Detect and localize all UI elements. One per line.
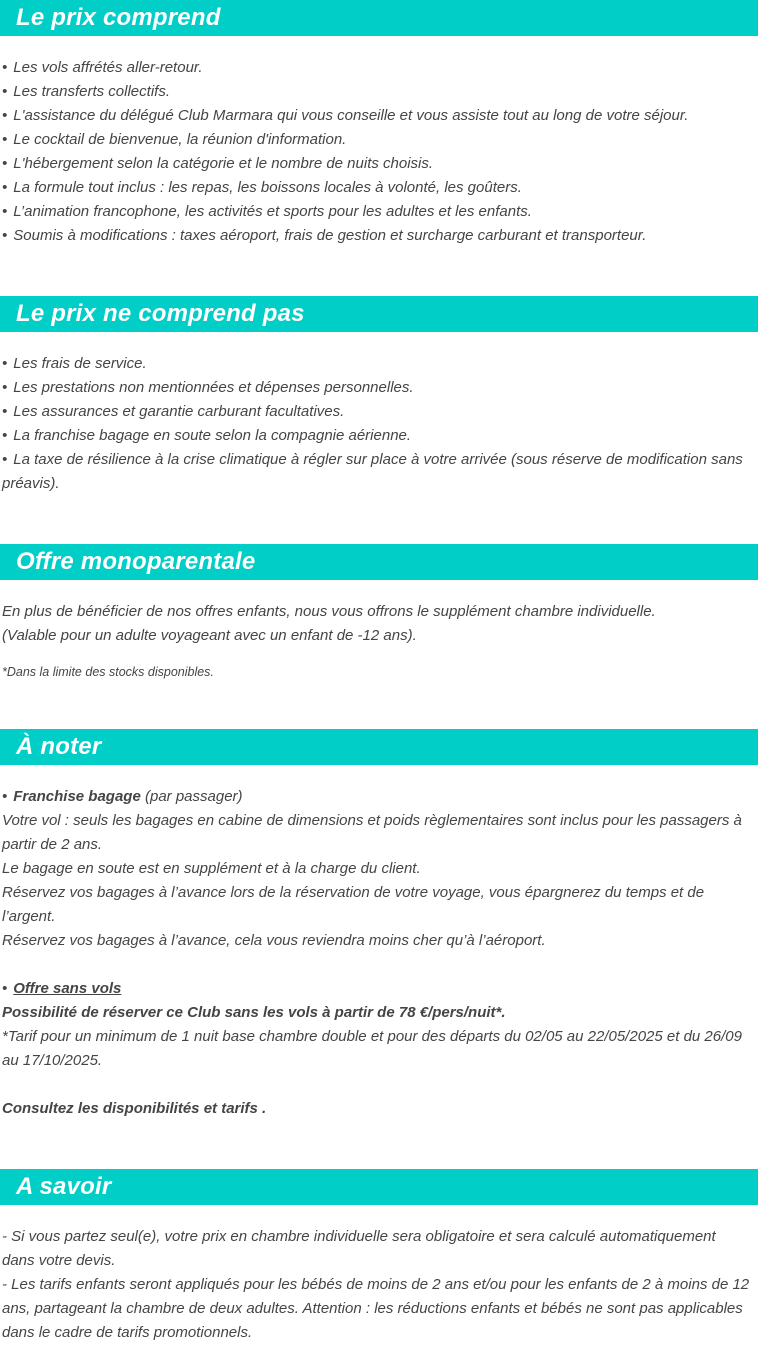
bullet-icon: • bbox=[2, 980, 8, 997]
baggage-line: Réservez vos bagages à l’avance lors de la réservation de votre voyage, vous épargnerez du temps et de l’argent. bbox=[2, 884, 705, 925]
no-flights-conditions-line: *Tarif pour un minimum de 1 nuit base chambre double et pour des départs du 02/05 au 22/05/2025 et du 26/09 au 17/10/2025. bbox=[2, 1028, 742, 1069]
list-item bbox=[2, 352, 752, 376]
bullet-icon: • bbox=[2, 59, 8, 76]
offer-line: En plus de bénéficier de nos offres enfants, nous vous offrons le supplément chambre individuelle. bbox=[2, 603, 656, 620]
bullet-icon: • bbox=[2, 83, 8, 100]
list-item-text: La franchise bagage en soute selon la compagnie aérienne. bbox=[13, 427, 412, 444]
offer-line: (Valable pour un adulte voyageant avec un enfant de -12 ans). bbox=[2, 627, 417, 644]
to-know-paragraph: - Si vous partez seul(e), votre prix en chambre individuelle sera obligatoire et sera calculé automatiquement dans votre devis. bbox=[2, 1228, 716, 1269]
list-item bbox=[2, 376, 752, 400]
no-flights-price-line: Possibilité de réserver ce Club sans les vols à partir de 78 €/pers/nuit*. bbox=[2, 1004, 506, 1021]
to-know-paragraph: - Les tarifs enfants seront appliqués pour les bébés de moins de 2 ans et/ou pour les enfants de 2 à moins de 12 ans, partageant la chambre de deux adultes. Attention : les réductions enfants et bébés ne sont pas applicables dans le cadre de tarifs promotionnels. bbox=[2, 1276, 750, 1341]
not-included-section-body bbox=[0, 332, 758, 544]
not-included-section-title: Le prix ne comprend pas bbox=[0, 296, 758, 332]
list-item bbox=[2, 176, 752, 200]
bullet-icon: • bbox=[2, 155, 8, 172]
availability-cta[interactable]: Consultez les disponibilités et tarifs . bbox=[2, 1100, 267, 1117]
baggage-line: Le bagage en soute est en supplément et à la charge du client. bbox=[2, 860, 421, 877]
to-note-section-body bbox=[0, 765, 758, 1169]
list-item bbox=[2, 224, 752, 248]
baggage-allowance-label: Franchise bagage bbox=[13, 788, 141, 805]
list-item bbox=[2, 104, 752, 128]
baggage-allowance-heading bbox=[2, 785, 752, 809]
included-list bbox=[2, 56, 752, 248]
list-item-text: Les prestations non mentionnées et dépenses personnelles. bbox=[13, 379, 414, 396]
list-item bbox=[2, 400, 752, 424]
list-item bbox=[2, 128, 752, 152]
bullet-icon: • bbox=[2, 403, 8, 420]
single-parent-offer-title: Offre monoparentale bbox=[0, 544, 758, 580]
list-item bbox=[2, 200, 752, 224]
list-item bbox=[2, 152, 752, 176]
bullet-icon: • bbox=[2, 107, 8, 124]
baggage-line: Votre vol : seuls les bagages en cabine de dimensions et poids règlementaires sont inclus pour les passagers à partir de 2 ans. bbox=[2, 812, 742, 853]
to-know-section-title: A savoir bbox=[0, 1169, 758, 1205]
single-parent-offer-body bbox=[0, 580, 758, 729]
list-item-text: Les frais de service. bbox=[13, 355, 147, 372]
list-item-text: Les assurances et garantie carburant facultatives. bbox=[13, 403, 345, 420]
list-item-text: Les transferts collectifs. bbox=[13, 83, 170, 100]
bullet-icon: • bbox=[2, 131, 8, 148]
list-item-text: L’animation francophone, les activités et sports pour les adultes et les enfants. bbox=[13, 203, 532, 220]
baggage-allowance-suffix: (par passager) bbox=[140, 788, 243, 805]
list-item bbox=[2, 80, 752, 104]
list-item bbox=[2, 424, 752, 448]
to-know-section-body bbox=[0, 1205, 758, 1357]
included-section-title: Le prix comprend bbox=[0, 0, 758, 36]
bullet-icon: • bbox=[2, 227, 8, 244]
bullet-icon: • bbox=[2, 379, 8, 396]
not-included-list bbox=[2, 352, 752, 496]
list-item bbox=[2, 448, 752, 496]
bullet-icon: • bbox=[2, 203, 8, 220]
baggage-line: Réservez vos bagages à l’avance, cela vous reviendra moins cher qu’à l’aéroport. bbox=[2, 932, 546, 949]
list-item-text: Les vols affrétés aller-retour. bbox=[13, 59, 203, 76]
bullet-icon: • bbox=[2, 179, 8, 196]
list-item-text: La taxe de résilience à la crise climatique à régler sur place à votre arrivée (sous réserve de modification sans préavis). bbox=[2, 451, 743, 492]
bullet-icon: • bbox=[2, 451, 8, 468]
stock-footnote: *Dans la limite des stocks disponibles. bbox=[2, 665, 214, 679]
included-section-body bbox=[0, 36, 758, 296]
to-note-section-title: À noter bbox=[0, 729, 758, 765]
list-item bbox=[2, 56, 752, 80]
no-flights-heading bbox=[2, 977, 752, 1001]
list-item-text: Soumis à modifications : taxes aéroport, frais de gestion et surcharge carburant et transporteur. bbox=[13, 227, 647, 244]
list-item-text: Le cocktail de bienvenue, la réunion d'information. bbox=[13, 131, 347, 148]
no-flights-label: Offre sans vols bbox=[13, 980, 122, 997]
list-item-text: La formule tout inclus : les repas, les boissons locales à volonté, les goûters. bbox=[13, 179, 522, 196]
bullet-icon: • bbox=[2, 788, 8, 805]
list-item-text: L'assistance du délégué Club Marmara qui vous conseille et vous assiste tout au long de votre séjour. bbox=[13, 107, 689, 124]
bullet-icon: • bbox=[2, 427, 8, 444]
bullet-icon: • bbox=[2, 355, 8, 372]
list-item-text: L'hébergement selon la catégorie et le nombre de nuits choisis. bbox=[13, 155, 434, 172]
